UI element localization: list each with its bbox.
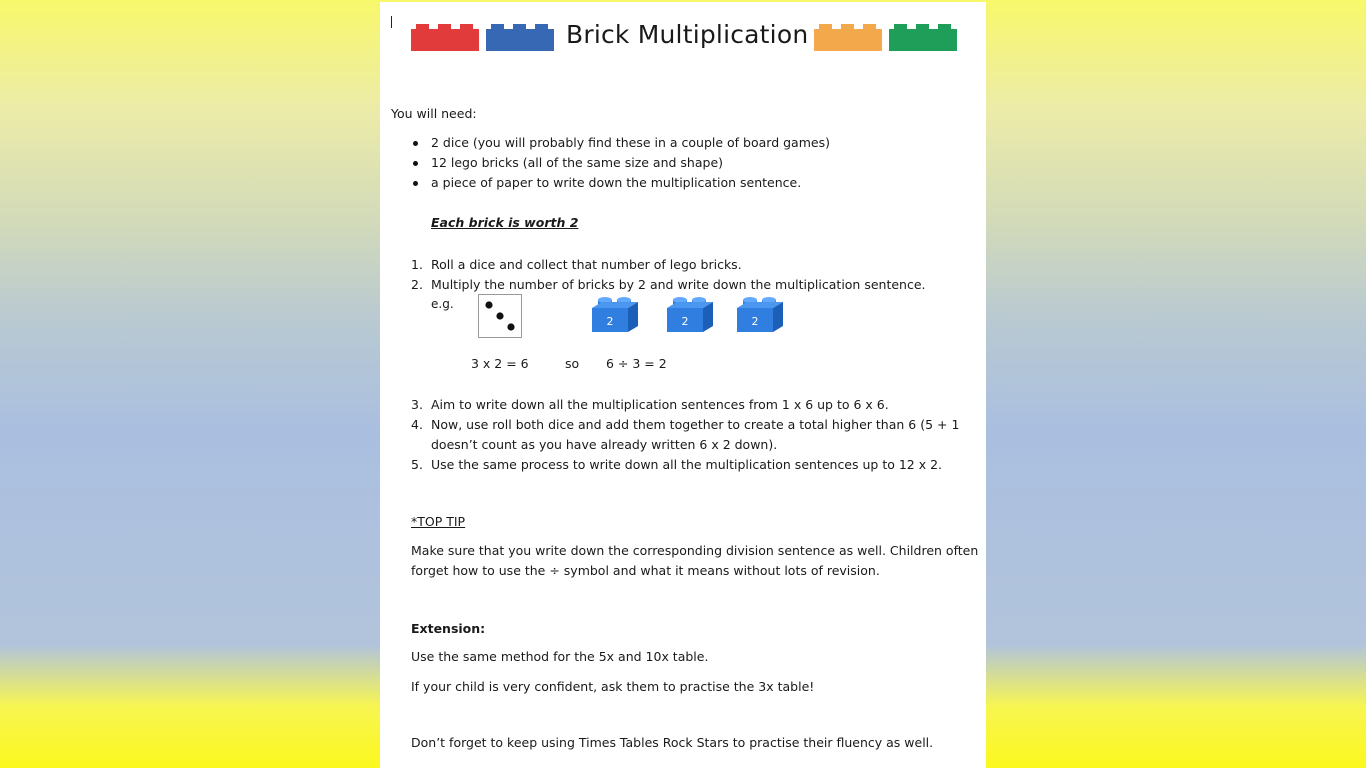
step-number: 5.: [411, 457, 423, 472]
document-page: [380, 2, 986, 768]
blue-brick-icon: [486, 24, 554, 52]
top-tip-line-2: forget how to use the ÷ symbol and what it means without lots of revision.: [411, 563, 880, 578]
top-tip-line-1: Make sure that you write down the corresponding division sentence as well. Children often: [411, 543, 979, 558]
dice-three-icon: [478, 294, 523, 339]
extension-line-1: Use the same method for the 5x and 10x table.: [411, 649, 709, 664]
bullet-icon: [413, 141, 418, 146]
page-title: Brick Multiplication: [566, 20, 809, 49]
need-item-paper: a piece of paper to write down the multiplication sentence.: [431, 175, 802, 190]
step-4-text: Now, use roll both dice and add them together to create a total higher than 6 (5 + 1: [431, 417, 960, 432]
extension-heading: Extension:: [411, 621, 486, 636]
step-1-text: Roll a dice and collect that number of lego bricks.: [431, 257, 742, 272]
lego-brick-icon: [667, 296, 715, 334]
bullet-icon: [413, 161, 418, 166]
step-4-text-cont: doesn’t count as you have already written 6 x 2 down).: [431, 437, 778, 452]
need-item-dice: 2 dice (you will probably find these in a couple of board games): [431, 135, 830, 150]
lego-brick-icon: [592, 296, 640, 334]
lego-brick-icon: [737, 296, 785, 334]
brick-value-label: 2: [681, 315, 689, 328]
step-number: 1.: [411, 257, 423, 272]
brick-value-label: 2: [751, 315, 759, 328]
green-brick-icon: [889, 24, 957, 52]
footer-note: Don’t forget to keep using Times Tables Rock Stars to practise their fluency as well.: [411, 735, 934, 750]
you-will-need-heading: You will need:: [391, 106, 477, 121]
brick-value-note: Each brick is worth 2: [431, 215, 579, 230]
step-5-text: Use the same process to write down all the multiplication sentences up to 12 x 2.: [431, 457, 943, 472]
step-number: 2.: [411, 277, 423, 292]
top-tip-heading: *TOP TIP: [411, 514, 466, 529]
example-label: e.g.: [431, 297, 454, 311]
extension-line-2: If your child is very confident, ask them to practise the 3x table!: [411, 679, 815, 694]
step-number: 4.: [411, 417, 423, 432]
orange-brick-icon: [814, 24, 882, 52]
need-item-bricks: 12 lego bricks (all of the same size and shape): [431, 155, 724, 170]
example-so: so: [565, 356, 580, 371]
red-brick-icon: [411, 24, 479, 52]
step-number: 3.: [411, 397, 423, 412]
example-multiplication: 3 x 2 = 6: [471, 356, 529, 371]
brick-value-label: 2: [606, 315, 614, 328]
step-3-text: Aim to write down all the multiplication sentences from 1 x 6 up to 6 x 6.: [431, 397, 889, 412]
text-cursor: [391, 16, 392, 28]
bullet-icon: [413, 181, 418, 186]
example-division: 6 ÷ 3 = 2: [606, 356, 667, 371]
step-2-text: Multiply the number of bricks by 2 and write down the multiplication sentence.: [431, 277, 926, 292]
